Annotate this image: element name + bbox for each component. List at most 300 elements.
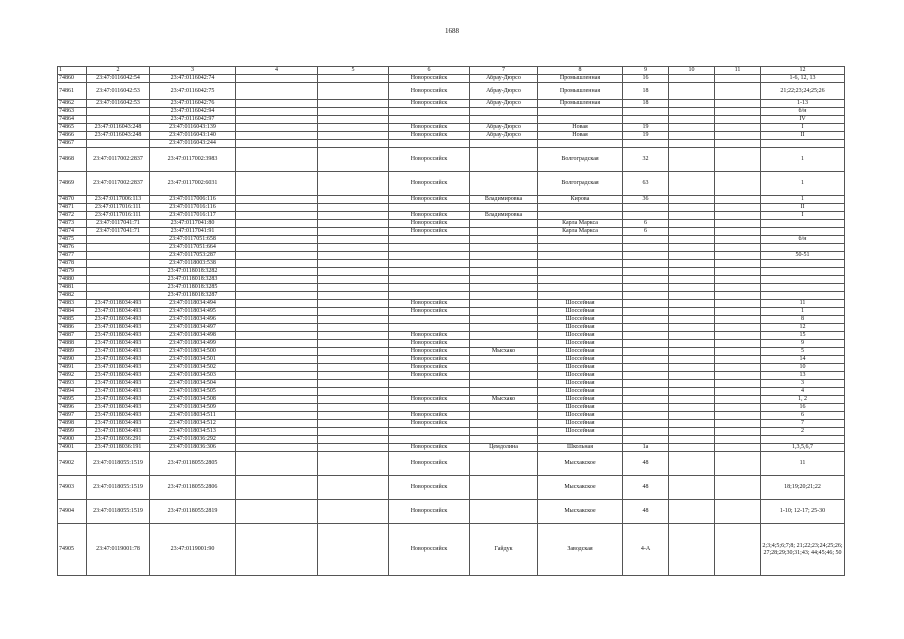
table-cell: Новороссийск: [389, 172, 470, 196]
table-cell: 1-10; 12-17; 25-30: [761, 500, 845, 524]
table-cell: [470, 244, 538, 252]
table-cell: 18;19;20;21;22: [761, 476, 845, 500]
row-number-cell: 74888: [58, 340, 87, 348]
table-row: [58, 324, 845, 332]
table-cell: Новороссийск: [389, 228, 470, 236]
table-cell: [389, 380, 470, 388]
table-cell: Новороссийск: [389, 340, 470, 348]
table-row: [58, 372, 845, 380]
table-cell: 19: [623, 124, 669, 132]
header-row: [58, 67, 845, 75]
table-cell: [389, 324, 470, 332]
table-cell: [538, 436, 623, 444]
table-cell: [318, 372, 389, 380]
table-row: [58, 260, 845, 268]
table-cell: [669, 268, 715, 276]
table-cell: [715, 276, 761, 284]
table-cell: Школьная: [538, 444, 623, 452]
table-cell: 19: [623, 132, 669, 140]
table-cell: [470, 412, 538, 420]
table-cell: [669, 380, 715, 388]
table-cell: 23:47:0118034:511: [150, 412, 236, 420]
row-number-cell: 74898: [58, 420, 87, 428]
table-cell: [87, 260, 150, 268]
table-cell: 32: [623, 148, 669, 172]
table-cell: 23:47:0118034:493: [87, 316, 150, 324]
table-cell: 23:47:0118034:493: [87, 356, 150, 364]
table-cell: [761, 276, 845, 284]
table-cell: [715, 204, 761, 212]
table-cell: 23:47:0117002:3983: [150, 148, 236, 172]
table-cell: [389, 236, 470, 244]
table-cell: [669, 284, 715, 292]
table-cell: [623, 372, 669, 380]
table-cell: [318, 292, 389, 300]
table-cell: [236, 500, 318, 524]
table-cell: [470, 292, 538, 300]
table-cell: 23:47:0118034:493: [87, 332, 150, 340]
table-cell: [623, 292, 669, 300]
table-cell: [389, 260, 470, 268]
table-cell: [715, 124, 761, 132]
table-cell: [623, 436, 669, 444]
table-cell: [761, 260, 845, 268]
table-cell: [389, 292, 470, 300]
table-cell: Новороссийск: [389, 444, 470, 452]
table-cell: Шоссейная: [538, 348, 623, 356]
table-cell: [669, 356, 715, 364]
table-cell: [87, 140, 150, 148]
table-cell: [669, 300, 715, 308]
table-cell: [236, 308, 318, 316]
table-cell: [318, 404, 389, 412]
table-cell: 23:47:0118034:504: [150, 380, 236, 388]
table-cell: [87, 244, 150, 252]
table-cell: [761, 244, 845, 252]
table-cell: Волгоградская: [538, 172, 623, 196]
row-number-cell: 74883: [58, 300, 87, 308]
table-row: [58, 284, 845, 292]
table-cell: [538, 212, 623, 220]
row-number-cell: 74899: [58, 428, 87, 436]
table-cell: Шоссейная: [538, 316, 623, 324]
table-cell: I: [761, 124, 845, 132]
table-cell: Новороссийск: [389, 372, 470, 380]
table-cell: [715, 268, 761, 276]
table-row: [58, 420, 845, 428]
table-cell: [623, 324, 669, 332]
table-cell: 23:47:0117002:2837: [87, 172, 150, 196]
table-cell: 23:47:0116043:248: [87, 132, 150, 140]
table-cell: [538, 204, 623, 212]
table-cell: [470, 380, 538, 388]
table-cell: [318, 428, 389, 436]
table-cell: Промышленная: [538, 83, 623, 100]
table-cell: [470, 340, 538, 348]
table-cell: 23:47:0119001:90: [150, 524, 236, 576]
table-cell: [623, 284, 669, 292]
table-cell: 13: [761, 372, 845, 380]
table-cell: [236, 292, 318, 300]
table-cell: Гайдук: [470, 524, 538, 576]
table-cell: Шоссейная: [538, 324, 623, 332]
table-cell: 1-13: [761, 100, 845, 108]
table-cell: 16: [761, 404, 845, 412]
table-cell: [715, 300, 761, 308]
table-cell: [715, 404, 761, 412]
row-number-cell: 74871: [58, 204, 87, 212]
table-cell: Новороссийск: [389, 148, 470, 172]
table-cell: [318, 300, 389, 308]
table-cell: 23:47:0118034:499: [150, 340, 236, 348]
table-cell: [389, 284, 470, 292]
table-cell: [669, 340, 715, 348]
table-cell: [318, 316, 389, 324]
table-cell: [236, 108, 318, 116]
table-cell: [669, 476, 715, 500]
table-cell: [236, 300, 318, 308]
table-cell: [470, 404, 538, 412]
table-cell: [318, 436, 389, 444]
row-number-cell: 74863: [58, 108, 87, 116]
table-cell: [623, 380, 669, 388]
table-cell: [715, 436, 761, 444]
table-cell: 1, 2: [761, 396, 845, 404]
table-cell: [318, 420, 389, 428]
table-cell: [715, 340, 761, 348]
table-cell: [669, 236, 715, 244]
table-row: [58, 364, 845, 372]
row-number-cell: 74878: [58, 260, 87, 268]
table-cell: [236, 404, 318, 412]
table-cell: 23:47:0117016:117: [150, 212, 236, 220]
table-cell: [715, 332, 761, 340]
table-cell: 6: [623, 228, 669, 236]
table-cell: 50-51: [761, 252, 845, 260]
table-cell: [318, 204, 389, 212]
table-cell: [318, 260, 389, 268]
column-header: 8: [538, 67, 623, 75]
table-cell: Абрау-Дюрсо: [470, 100, 538, 108]
table-cell: [470, 324, 538, 332]
table-cell: [318, 148, 389, 172]
table-cell: [715, 452, 761, 476]
table-cell: [715, 292, 761, 300]
table-row: [58, 300, 845, 308]
table-cell: [318, 83, 389, 100]
table-cell: [538, 116, 623, 124]
table-cell: 63: [623, 172, 669, 196]
table-cell: Новороссийск: [389, 332, 470, 340]
table-row: [58, 108, 845, 116]
table-cell: 23:47:0117051:664: [150, 244, 236, 252]
table-cell: [470, 436, 538, 444]
table-cell: Шоссейная: [538, 388, 623, 396]
table-cell: [236, 316, 318, 324]
table-cell: [470, 332, 538, 340]
table-row: [58, 380, 845, 388]
table-cell: [669, 132, 715, 140]
table-row: [58, 500, 845, 524]
table-cell: [236, 388, 318, 396]
table-cell: [623, 276, 669, 284]
table-cell: [538, 260, 623, 268]
table-cell: Шоссейная: [538, 404, 623, 412]
row-number-cell: 74893: [58, 380, 87, 388]
table-row: [58, 436, 845, 444]
table-cell: 6: [761, 412, 845, 420]
table-cell: Новороссийск: [389, 196, 470, 204]
column-header: 5: [318, 67, 389, 75]
table-cell: 23:47:0116042:75: [150, 83, 236, 100]
table-cell: [318, 276, 389, 284]
row-number-cell: 74889: [58, 348, 87, 356]
table-cell: [623, 356, 669, 364]
table-cell: 9: [761, 340, 845, 348]
table-cell: [318, 212, 389, 220]
table-cell: 7: [761, 420, 845, 428]
table-cell: 21;22;23;24;25;26: [761, 83, 845, 100]
table-cell: [538, 140, 623, 148]
table-row: [58, 396, 845, 404]
table-cell: [669, 452, 715, 476]
table-cell: [669, 500, 715, 524]
table-cell: [318, 324, 389, 332]
table-cell: 23:47:0118003:538: [150, 260, 236, 268]
table-cell: [236, 148, 318, 172]
table-cell: [538, 236, 623, 244]
column-header: 2: [87, 67, 150, 75]
table-cell: [470, 148, 538, 172]
row-number-cell: 74866: [58, 132, 87, 140]
row-number-cell: 74879: [58, 268, 87, 276]
table-cell: 23:47:0117041:71: [87, 220, 150, 228]
table-cell: 23:47:0118034:493: [87, 300, 150, 308]
table-row: [58, 388, 845, 396]
table-cell: [623, 252, 669, 260]
table-cell: 23:47:0118018:3285: [150, 284, 236, 292]
row-number-cell: 74872: [58, 212, 87, 220]
table-row: [58, 236, 845, 244]
table-cell: [715, 236, 761, 244]
table-cell: [470, 388, 538, 396]
table-cell: [236, 212, 318, 220]
table-cell: [623, 260, 669, 268]
table-cell: [389, 404, 470, 412]
table-cell: [318, 396, 389, 404]
table-cell: [389, 116, 470, 124]
table-cell: [669, 348, 715, 356]
table-row: [58, 228, 845, 236]
table-cell: Абрау-Дюрсо: [470, 124, 538, 132]
table-cell: [669, 412, 715, 420]
table-cell: [470, 420, 538, 428]
table-cell: [669, 316, 715, 324]
row-number-cell: 74864: [58, 116, 87, 124]
table-cell: [389, 388, 470, 396]
table-cell: [87, 276, 150, 284]
row-number-cell: 74891: [58, 364, 87, 372]
table-cell: [669, 436, 715, 444]
table-cell: [715, 444, 761, 452]
table-cell: 11: [761, 452, 845, 476]
row-number-cell: 74897: [58, 412, 87, 420]
table-cell: Шоссейная: [538, 412, 623, 420]
table-cell: [470, 500, 538, 524]
table-cell: Мысхакское: [538, 476, 623, 500]
table-cell: [318, 284, 389, 292]
table-cell: [389, 436, 470, 444]
table-cell: Шоссейная: [538, 364, 623, 372]
table-cell: [715, 212, 761, 220]
table-cell: [389, 204, 470, 212]
table-cell: [715, 428, 761, 436]
table-cell: [669, 364, 715, 372]
row-number-cell: 74905: [58, 524, 87, 576]
table-cell: 23:47:0118034:493: [87, 364, 150, 372]
table-cell: [669, 292, 715, 300]
table-row: [58, 148, 845, 172]
table-cell: [715, 372, 761, 380]
table-cell: [715, 260, 761, 268]
row-number-cell: 74902: [58, 452, 87, 476]
table-row: [58, 428, 845, 436]
table-cell: [470, 284, 538, 292]
table-cell: 23:47:0118034:502: [150, 364, 236, 372]
table-cell: 23:47:0117053:287: [150, 252, 236, 260]
table-cell: [715, 284, 761, 292]
table-cell: [236, 412, 318, 420]
table-cell: Абрау-Дюрсо: [470, 132, 538, 140]
table-cell: [538, 284, 623, 292]
table-cell: [318, 444, 389, 452]
table-cell: [623, 364, 669, 372]
table-cell: Новороссийск: [389, 300, 470, 308]
table-cell: [623, 212, 669, 220]
table-row: [58, 83, 845, 100]
table-cell: [623, 108, 669, 116]
table-cell: Новороссийск: [389, 476, 470, 500]
table-row: [58, 268, 845, 276]
table-cell: [715, 244, 761, 252]
table-cell: [236, 284, 318, 292]
table-cell: [236, 364, 318, 372]
table-cell: [715, 108, 761, 116]
table-cell: [470, 268, 538, 276]
table-cell: 23:47:0118055:2805: [150, 452, 236, 476]
table-cell: [318, 172, 389, 196]
table-cell: [623, 412, 669, 420]
table-cell: [715, 316, 761, 324]
table-cell: [715, 172, 761, 196]
table-cell: [715, 116, 761, 124]
table-cell: [318, 228, 389, 236]
table-cell: [669, 100, 715, 108]
table-cell: 23:47:0116042:97: [150, 116, 236, 124]
table-cell: [669, 308, 715, 316]
table-cell: 23:47:0116043:140: [150, 132, 236, 140]
table-cell: [236, 428, 318, 436]
table-cell: 23:47:0118055:1519: [87, 452, 150, 476]
table-cell: [669, 444, 715, 452]
table-cell: [623, 388, 669, 396]
row-number-cell: 74875: [58, 236, 87, 244]
row-number-cell: 74877: [58, 252, 87, 260]
table-cell: [715, 75, 761, 83]
table-cell: [318, 252, 389, 260]
table-cell: [318, 308, 389, 316]
table-cell: [236, 236, 318, 244]
table-row: [58, 252, 845, 260]
table-cell: [470, 428, 538, 436]
table-cell: [538, 292, 623, 300]
table-row: [58, 316, 845, 324]
table-cell: [236, 260, 318, 268]
table-cell: [715, 140, 761, 148]
table-cell: [623, 300, 669, 308]
row-number-cell: 74867: [58, 140, 87, 148]
table-cell: [236, 444, 318, 452]
table-cell: [669, 524, 715, 576]
table-cell: 23:47:0116043:139: [150, 124, 236, 132]
table-cell: 23:47:0118034:496: [150, 316, 236, 324]
table-cell: [318, 268, 389, 276]
table-cell: [470, 204, 538, 212]
row-number-cell: 74870: [58, 196, 87, 204]
table-cell: [669, 172, 715, 196]
table-cell: 2;3;4;5;6;7;8; 21;22;23;24;25;26; 27;28;29;30;31;43; 44;45;46; 50: [761, 524, 845, 576]
table-cell: [236, 83, 318, 100]
row-number-cell: 74885: [58, 316, 87, 324]
table-cell: [470, 172, 538, 196]
table-cell: [623, 116, 669, 124]
table-cell: [715, 388, 761, 396]
table-cell: Промышленная: [538, 75, 623, 83]
table-cell: [470, 452, 538, 476]
table-cell: [761, 268, 845, 276]
table-cell: [669, 140, 715, 148]
table-cell: Кирова: [538, 196, 623, 204]
table-cell: [318, 132, 389, 140]
row-number-cell: 74901: [58, 444, 87, 452]
table-row: [58, 140, 845, 148]
table-cell: [87, 252, 150, 260]
table-cell: [623, 268, 669, 276]
table-cell: 23:47:0117051:658: [150, 236, 236, 244]
table-cell: [623, 420, 669, 428]
table-cell: [623, 140, 669, 148]
table-cell: 23:47:0118034:493: [87, 388, 150, 396]
table-cell: 23:47:0118034:513: [150, 428, 236, 436]
table-row: [58, 444, 845, 452]
table-cell: [761, 140, 845, 148]
table-cell: [669, 252, 715, 260]
table-cell: Шоссейная: [538, 380, 623, 388]
table-cell: [318, 100, 389, 108]
table-cell: [538, 252, 623, 260]
table-cell: Мысхако: [470, 348, 538, 356]
table-cell: [87, 292, 150, 300]
table-cell: 23:47:0119001:78: [87, 524, 150, 576]
table-cell: 23:47:0118034:501: [150, 356, 236, 364]
table-cell: [236, 75, 318, 83]
table-cell: [715, 380, 761, 388]
table-cell: [236, 380, 318, 388]
table-cell: 18: [623, 100, 669, 108]
table-cell: [623, 236, 669, 244]
table-row: [58, 332, 845, 340]
table-cell: [623, 348, 669, 356]
